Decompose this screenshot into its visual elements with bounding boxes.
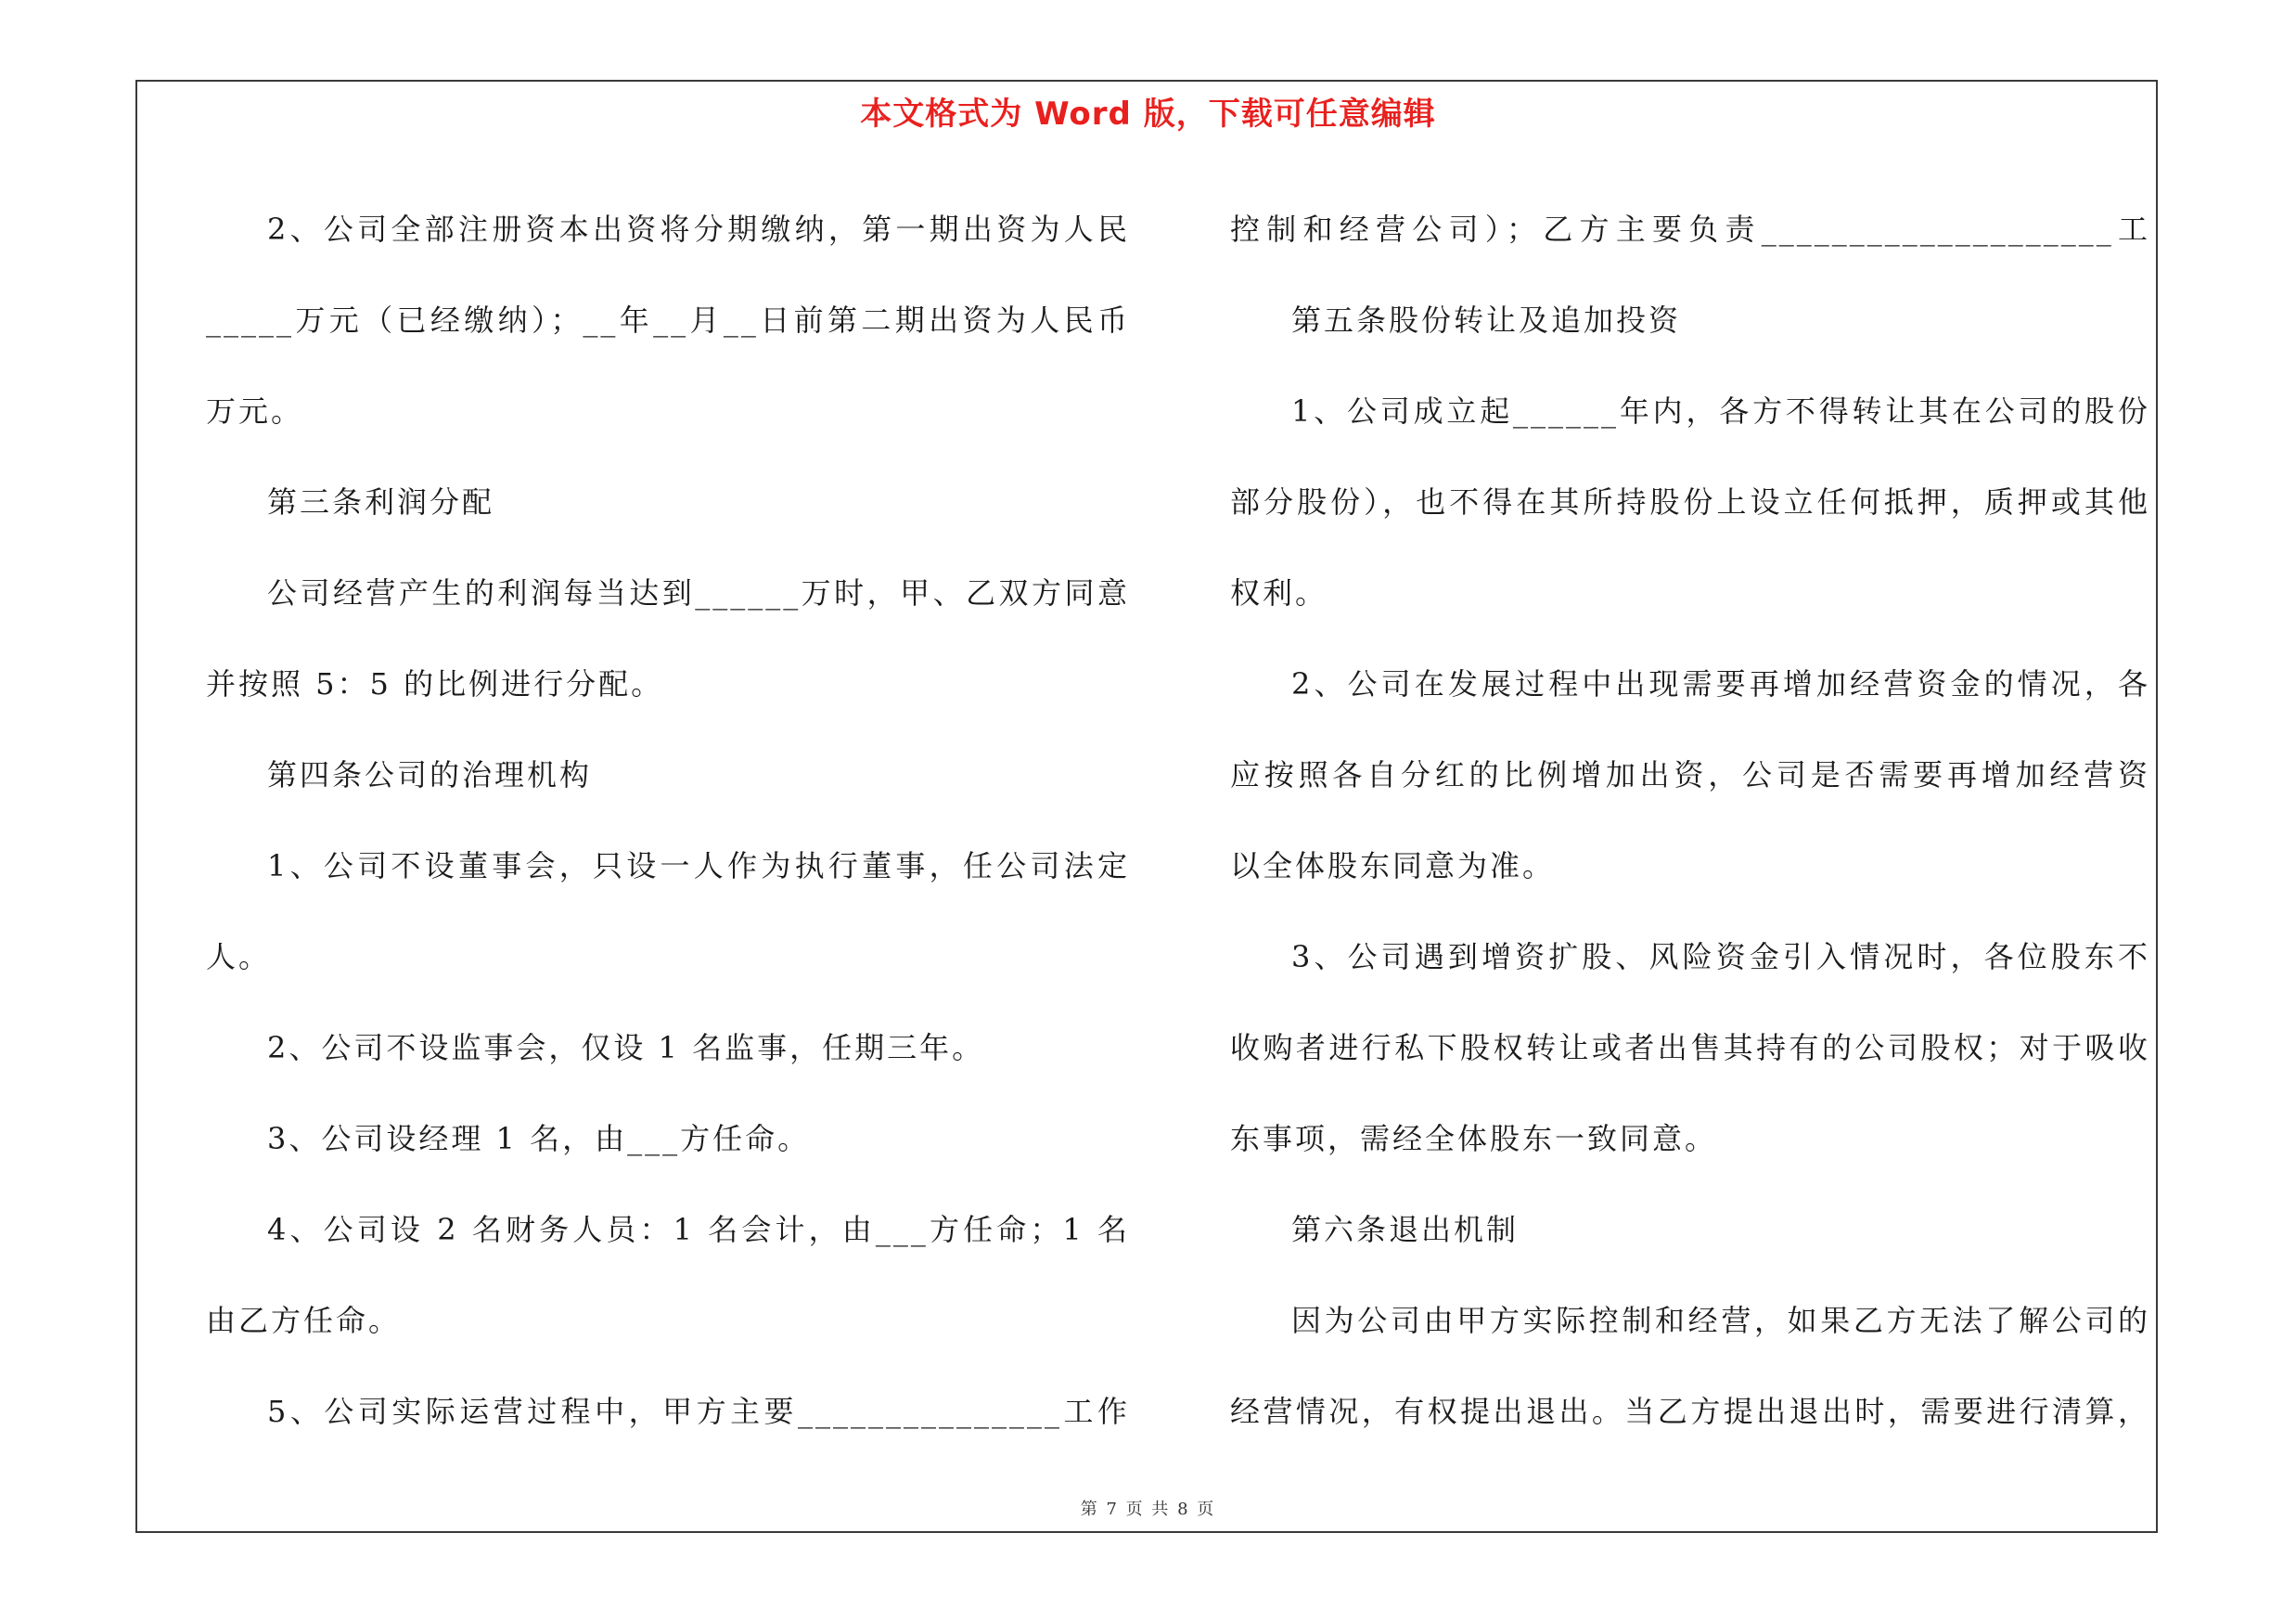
paragraph-line: 收购者进行私下股权转让或者出售其持有的公司股权；对于吸收 (1230, 1030, 2150, 1065)
paragraph-line: 应按照各自分红的比例增加出资，公司是否需要再增加经营资 (1230, 757, 2150, 792)
paragraph-line: 经营情况，有权提出退出。当乙方提出退出时，需要进行清算， (1230, 1394, 2150, 1429)
paragraph-line: 2、公司不设监事会，仅设 1 名监事，任期三年。 (267, 1030, 985, 1065)
paragraph-line: 第三条利润分配 (267, 484, 495, 520)
paragraph-line: 万元。 (206, 393, 304, 429)
paragraph-line: 5、公司实际运营过程中，甲方主要_______________工作 (267, 1394, 1130, 1429)
paragraph-line: 第五条股份转让及追加投资 (1291, 303, 1682, 338)
paragraph-line: 第四条公司的治理机构 (267, 757, 593, 792)
format-banner: 本文格式为 Word 版，下载可任意编辑 (860, 96, 1436, 133)
left-column (206, 184, 1130, 1457)
paragraph-line: 3、公司设经理 1 名，由___方任命。 (267, 1121, 811, 1156)
paragraph-line: 以全体股东同意为准。 (1230, 848, 1556, 883)
paragraph-line: 权利。 (1230, 575, 1328, 611)
paragraph-line: 1、公司成立起______年内，各方不得转让其在公司的股份 (1291, 393, 2150, 429)
paragraph-line: 公司经营产生的利润每当达到______万时，甲、乙双方同意 (267, 575, 1130, 611)
page-number: 第 7 页 共 8 页 (1080, 1500, 1216, 1519)
paragraph-line: 2、公司在发展过程中出现需要再增加经营资金的情况，各 (1291, 666, 2150, 702)
paragraph-line: 人。 (206, 939, 272, 974)
paragraph-line: 控制和经营公司）；乙方主要负责____________________工 (1230, 212, 2150, 247)
paragraph-line: 部分股份），也不得在其所持股份上设立任何抵押，质押或其他 (1230, 484, 2150, 520)
paragraph-line: 由乙方任命。 (206, 1303, 402, 1338)
paragraph-line: 4、公司设 2 名财务人员：1 名会计，由___方任命；1 名 (267, 1212, 1130, 1247)
paragraph-line: 3、公司遇到增资扩股、风险资金引入情况时，各位股东不 (1291, 939, 2150, 974)
right-column (1230, 184, 2150, 1457)
paragraph-line: 因为公司由甲方实际控制和经营，如果乙方无法了解公司的 (1291, 1303, 2150, 1338)
paragraph-line: 并按照 5：5 的比例进行分配。 (206, 666, 664, 702)
paragraph-line: 1、公司不设董事会，只设一人作为执行董事，任公司法定 (267, 848, 1130, 883)
paragraph-line: 东事项，需经全体股东一致同意。 (1230, 1121, 1718, 1156)
paragraph-line: _____万元（已经缴纳）；__年__月__日前第二期出资为人民币 (206, 303, 1130, 338)
paragraph-line: 2、公司全部注册资本出资将分期缴纳，第一期出资为人民 (267, 212, 1130, 247)
paragraph-line: 第六条退出机制 (1291, 1212, 1520, 1247)
